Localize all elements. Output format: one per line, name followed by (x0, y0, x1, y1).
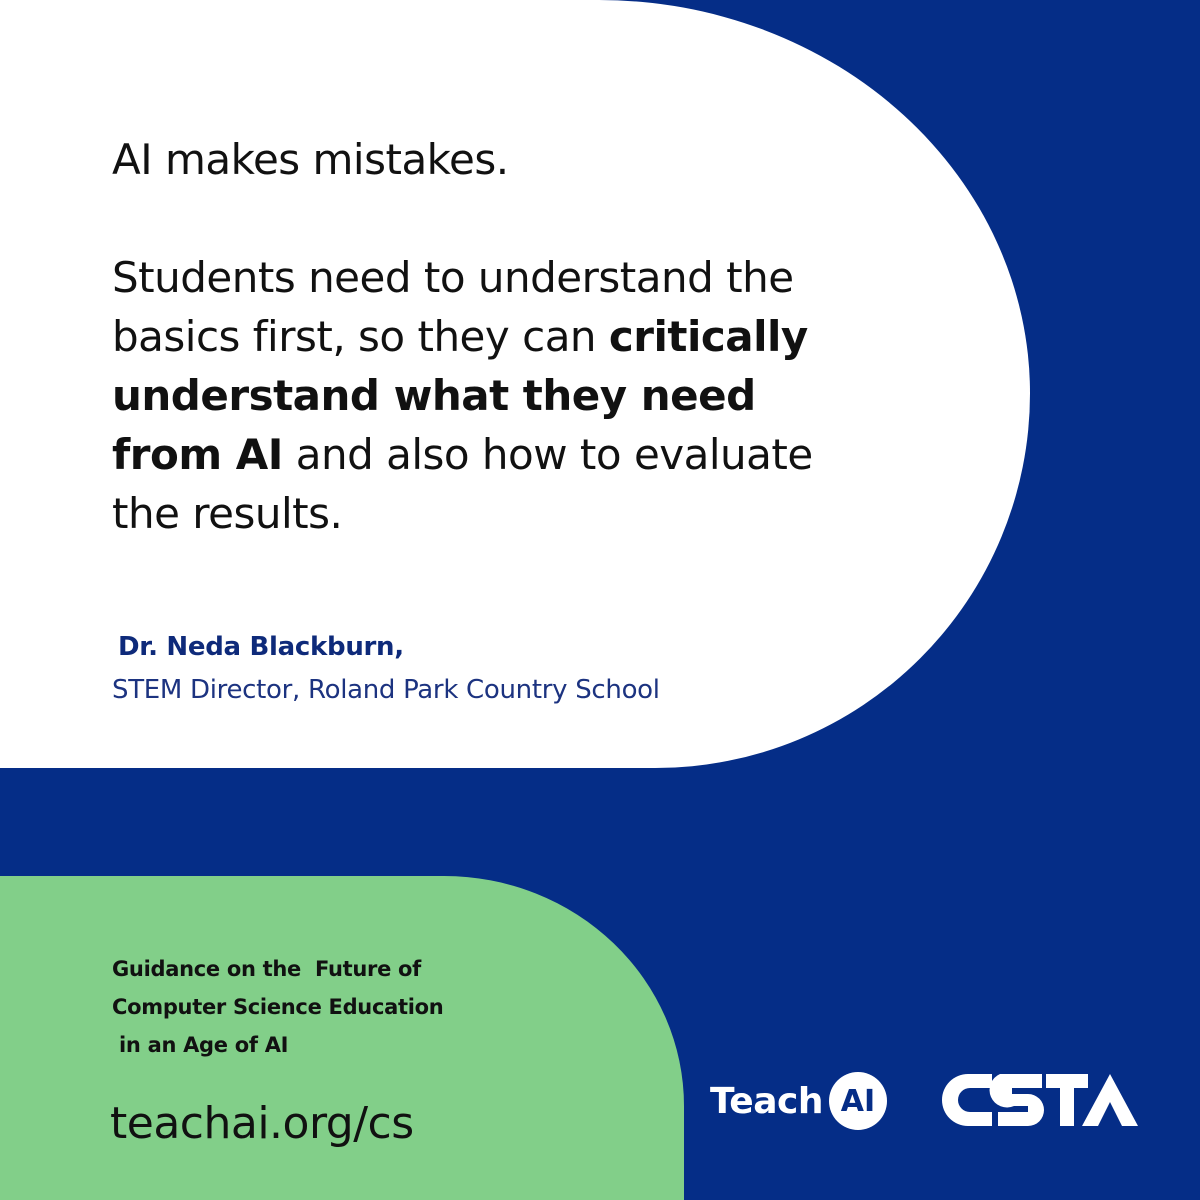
guidance-title: Guidance on the Future of Computer Science Education in an Age of AI (112, 957, 444, 1057)
teachai-wordmark: Teach (710, 1080, 823, 1122)
quote-text (112, 130, 872, 543)
author-role: STEM Director, Roland Park Country School (112, 675, 660, 705)
csta-logo (942, 1074, 1138, 1126)
quote-emphasis: critically understand what they need from AI (112, 312, 808, 479)
author-name: Dr. Neda Blackburn, (118, 632, 404, 662)
quote-paragraph-2 (112, 248, 872, 543)
quote-line-1: AI makes mistakes. (112, 135, 509, 184)
guidance-url[interactable]: teachai.org/cs (110, 1098, 414, 1149)
paragraph-gap (112, 189, 872, 248)
teachai-logo (710, 1072, 887, 1130)
quote-part-2: and also how to evaluate the results. (112, 430, 813, 538)
quote-part-1: Students need to understand the basics first, so they can (112, 253, 794, 361)
teachai-badge: AI (829, 1072, 887, 1130)
